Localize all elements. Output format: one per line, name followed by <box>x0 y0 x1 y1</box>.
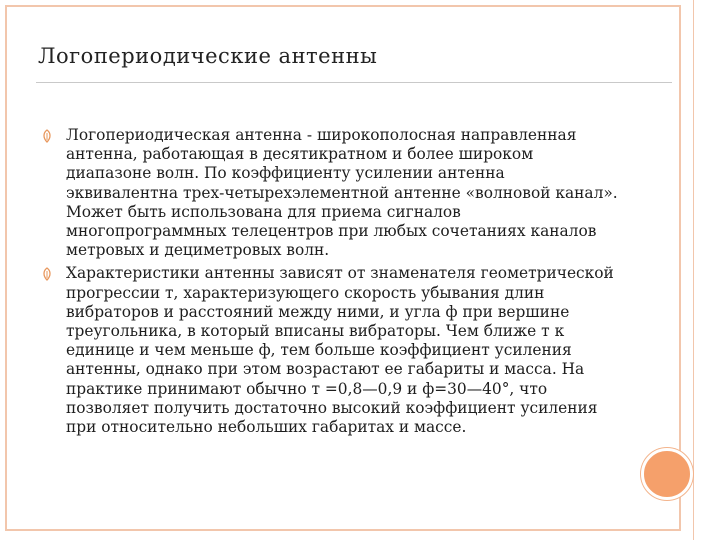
bullet-item <box>40 126 620 260</box>
title-divider <box>36 82 672 83</box>
right-edge-rule <box>693 0 694 540</box>
fleuron-bullet-icon <box>40 129 54 143</box>
bullet-list <box>40 126 620 441</box>
accent-circle <box>641 448 693 500</box>
slide-title: Логопериодические антенны <box>38 44 378 68</box>
fleuron-bullet-icon <box>40 267 54 281</box>
bullet-item <box>40 264 620 437</box>
bullet-text: Характеристики антенны зависят от знаменателя геометрической прогрессии т, характеризующего скорость убывания длин вибраторов и расстояний между ними, и угла ф при вершине треугольника, в который вписаны вибраторы. Чем ближе т к единице и чем меньше ф, тем больше коэффициент усиления антенны, однако при этом возрастают ее габариты и масса. На практике принимают обычно т =0,8—0,9 и ф=30—40°, что позволяет получить достаточно высокий коэффициент усиления при относительно небольших габаритах и массе. <box>66 264 614 437</box>
bullet-text: Логопериодическая антенна - широкополосная направленная антенна, работающая в десятикратном и более широком диапазоне волн. По коэффициенту усилении антенна эквивалентна трех-четырехэлементной антенне «волновой канал». Может быть использована для приема сигналов многопрограммных телецентров при любых сочетаниях каналов метровых и дециметровых волн. <box>66 126 618 260</box>
